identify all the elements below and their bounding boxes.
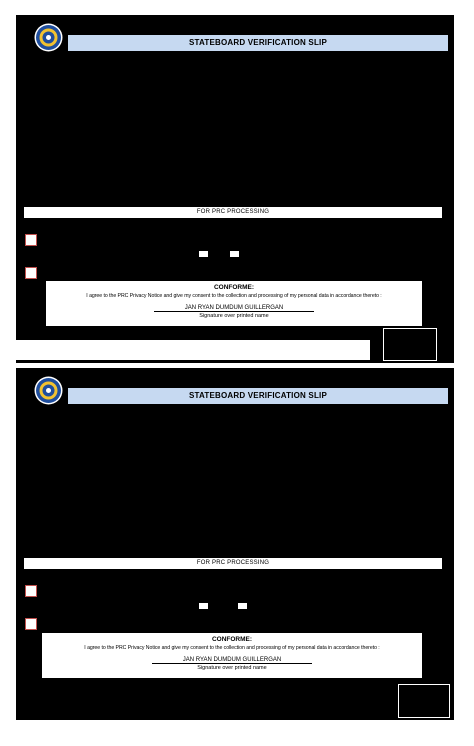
signature-line xyxy=(152,663,312,664)
signature-label: Signature over printed name xyxy=(197,665,267,671)
printed-name: JAN RYAN DUMDUM GUILLERGAN xyxy=(182,657,282,663)
prc-processing-label: FOR PRC PROCESSING xyxy=(24,207,442,218)
mini-box-1 xyxy=(199,251,208,257)
photo-box xyxy=(398,684,450,718)
mini-box-2 xyxy=(238,603,247,609)
mini-box-1 xyxy=(199,603,208,609)
checkbox-1[interactable] xyxy=(25,234,37,246)
conforme-heading: CONFORME: xyxy=(211,636,253,643)
prc-seal-icon xyxy=(34,23,63,52)
photo-box xyxy=(383,328,437,361)
conforme-heading: CONFORME: xyxy=(213,284,255,291)
prc-processing-label: FOR PRC PROCESSING xyxy=(24,558,442,569)
consent-text: I agree to the PRC Privacy Notice and give my consent to the collection and processing of my personal data in accordance thereto : xyxy=(84,645,380,651)
footer-strip xyxy=(16,340,370,360)
verification-slip-2 xyxy=(16,368,454,720)
privacy-consent-checkbox[interactable] xyxy=(25,618,37,630)
consent-text: I agree to the PRC Privacy Notice and give my consent to the collection and processing of my personal data in accordance thereto : xyxy=(86,293,382,299)
mini-box-2 xyxy=(230,251,239,257)
verification-slip-1 xyxy=(16,15,454,363)
checkbox-1[interactable] xyxy=(25,585,37,597)
signature-line xyxy=(154,311,314,312)
privacy-consent-checkbox[interactable] xyxy=(25,267,37,279)
slip-title: STATEBOARD VERIFICATION SLIP xyxy=(68,388,448,404)
conforme-box xyxy=(46,281,422,326)
prc-seal-icon xyxy=(34,376,63,405)
slip-title: STATEBOARD VERIFICATION SLIP xyxy=(68,35,448,51)
signature-label: Signature over printed name xyxy=(199,313,269,319)
conforme-box xyxy=(42,633,422,678)
printed-name: JAN RYAN DUMDUM GUILLERGAN xyxy=(184,305,284,311)
